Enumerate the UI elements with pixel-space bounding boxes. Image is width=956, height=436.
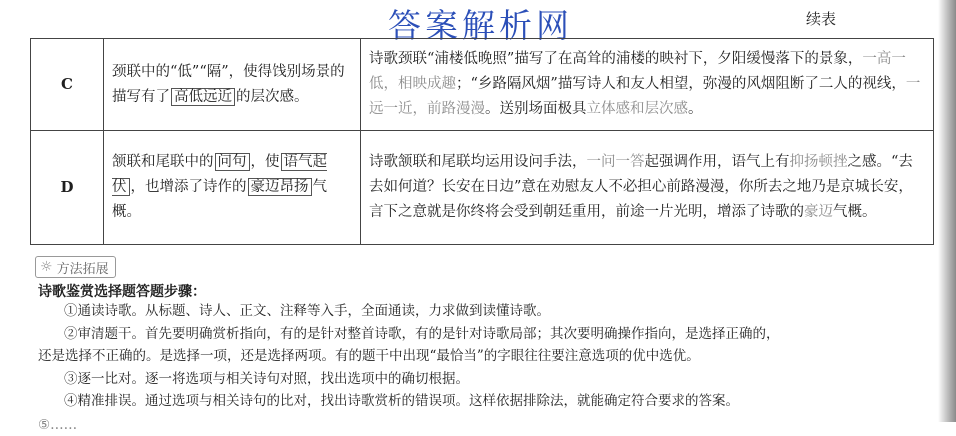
highlighted-phrase: 立体感和层次感 bbox=[586, 101, 688, 117]
highlighted-phrase: 豪迈 bbox=[804, 204, 833, 220]
option-claim: 颈联中的“低”“隔”，使得饯别场景的描写有了 高低远近 的层次感。 bbox=[104, 39, 361, 131]
cutoff-line: ⑤…… bbox=[38, 417, 78, 433]
option-explanation: 诗歌颔联和尾联均运用设问手法，一问一答起强调作用，语气上有抑扬顿挫之感。“去去如何道？长安在日边”意在劝慰友人不必担心前路漫漫，你所去之地乃是京城长安，言下之意就是你终将会受到朝廷重用，前途一片光明，增添了诗歌的豪迈气概。 bbox=[361, 131, 934, 245]
steps-list bbox=[38, 300, 918, 413]
option-explanation: 诗歌颈联“浦楼低晚照”描写了在高耸的浦楼的映衬下，夕阳缓慢落下的景象，一高一低，相映成趣；“乡路隔风烟”描写诗人和友人相望，弥漫的风烟阻断了二人的视线，一远一近，前路漫漫。送别场面极具立体感和层次感。 bbox=[361, 39, 934, 131]
step-paragraph: ②审清题干。首先要明确赏析指向，有的是针对整首诗歌，有的是针对诗歌局部；其次要明确操作指向，是选择正确的， bbox=[64, 325, 780, 342]
watermark-text: 答案解析网 bbox=[388, 6, 573, 45]
table-row bbox=[31, 39, 934, 131]
step-paragraph: 还是选择不正确的。是选择一项，还是选择两项。有的题干中出现“最恰当”的字眼往往要注意选项的优中选优。 bbox=[38, 348, 700, 364]
boxed-keyword: 高低远近 bbox=[171, 88, 235, 106]
section-heading: 诗歌鉴赏选择题答题步骤： bbox=[38, 284, 206, 300]
step-paragraph: ④精准排误。通过选项与相关诗句的比对，找出诗歌赏析的错误项。这样依据排除法，就能确定符合要求的答案。 bbox=[64, 393, 739, 409]
highlighted-phrase: 抑扬顿挫 bbox=[789, 154, 848, 170]
step-paragraph: ①通读诗歌。从标题、诗人、正文、注释等入手，全面通读，力求做到读懂诗歌。 bbox=[64, 303, 550, 319]
sun-icon: ☼ bbox=[40, 259, 53, 275]
table-row bbox=[31, 131, 934, 245]
continued-label: 续表 bbox=[806, 10, 837, 28]
boxed-keyword: 语气起伏 bbox=[112, 154, 327, 195]
method-tag bbox=[35, 256, 116, 278]
method-tag-label: 方法拓展 bbox=[56, 261, 109, 277]
option-label: C bbox=[31, 39, 104, 131]
analysis-table bbox=[30, 38, 934, 245]
step-paragraph: ③逐一比对。逐一将选项与相关诗句对照，找出选项中的确切根据。 bbox=[64, 370, 469, 387]
boxed-keyword: 豪迈昂扬 bbox=[248, 178, 312, 196]
highlighted-phrase: 一高一低，相映成趣 bbox=[369, 51, 906, 92]
page-edge-shadow bbox=[938, 0, 956, 422]
boxed-keyword: 问句 bbox=[215, 153, 250, 171]
option-label: D bbox=[31, 131, 104, 245]
highlighted-phrase: 一问一答 bbox=[586, 154, 645, 170]
option-claim: 颔联和尾联中的 问句 ，使 语气起伏 ，也增添了诗作的 豪迈昂扬 气概。 bbox=[104, 131, 361, 245]
highlighted-phrase: 一远一近，前路漫漫 bbox=[369, 76, 921, 117]
